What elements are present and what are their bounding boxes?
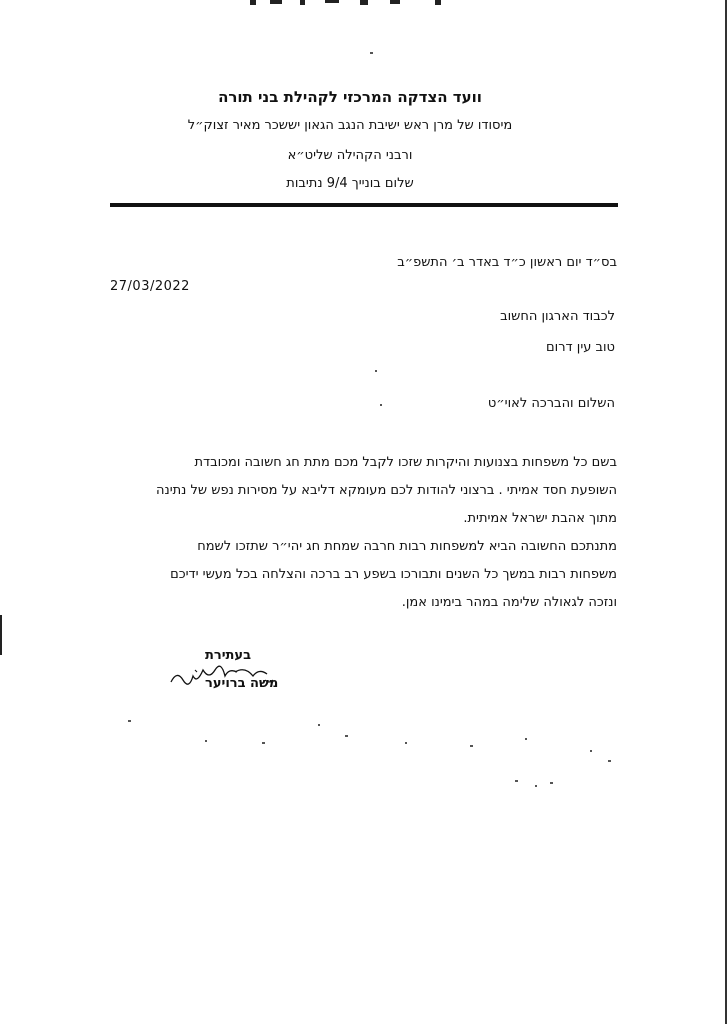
closing-word: בעתירת [205,648,252,663]
gregorian-date: 27/03/2022 [110,279,190,294]
body-line: ונזכה לגאולה שלימה במהר בימינו אמן. [401,595,617,610]
body-paragraph-1 [156,449,617,533]
body-line: משפחות רבות במשך כל השנים ותבורכו בשפע רב ברכה והצלחה בכל מעשי ידיכם [170,567,617,582]
letterhead-founder-line: מיסודו של מרן ראש ישיבת הנגב הגאון יששכר מאיר זצוק״ל [187,118,513,133]
body-paragraph-2 [170,533,617,617]
body-line: בשם כל משפחות בצנועות והיקרות שזכו לקבל מכם מתת חג חשובה ומכובדת [194,455,617,470]
letterhead-rabbis-line: ורבני הקהילה שליט״א [287,148,413,163]
left-edge-scan-mark [0,615,2,655]
signer-name: משה ברויער [205,676,279,691]
letterhead-address-line: שלום בונייך 9/4 נתיבות [286,176,414,191]
scan-artifact-top [230,0,490,10]
body-line: השופעת חסד אמיתי . ברצוני להודות לכם מעומקא דליבא על מסירות נפש של נתינה [156,483,617,498]
addressee-line-2: טוב עין דרום [546,340,615,355]
body-line: מתוך אהבת ישראל אמיתית. [463,511,617,526]
letterhead-org-name: וועד הצדקה המרכזי לקהילת בני תורה [218,88,482,106]
letterhead-divider [110,203,618,207]
addressee-line-1: לכבוד הארגון החשוב [500,309,615,324]
body-line: מתנתכם החשובה הביא למשפחות רבות חרבה שמחת חג יהי״ר שתזכו לשמח [197,539,617,554]
hebrew-date: בס״ד יום ראשון כ״ד באדר ב׳ התשפ״ב [397,255,617,270]
greeting: השלום והברכה לאוי״ט [487,396,615,411]
